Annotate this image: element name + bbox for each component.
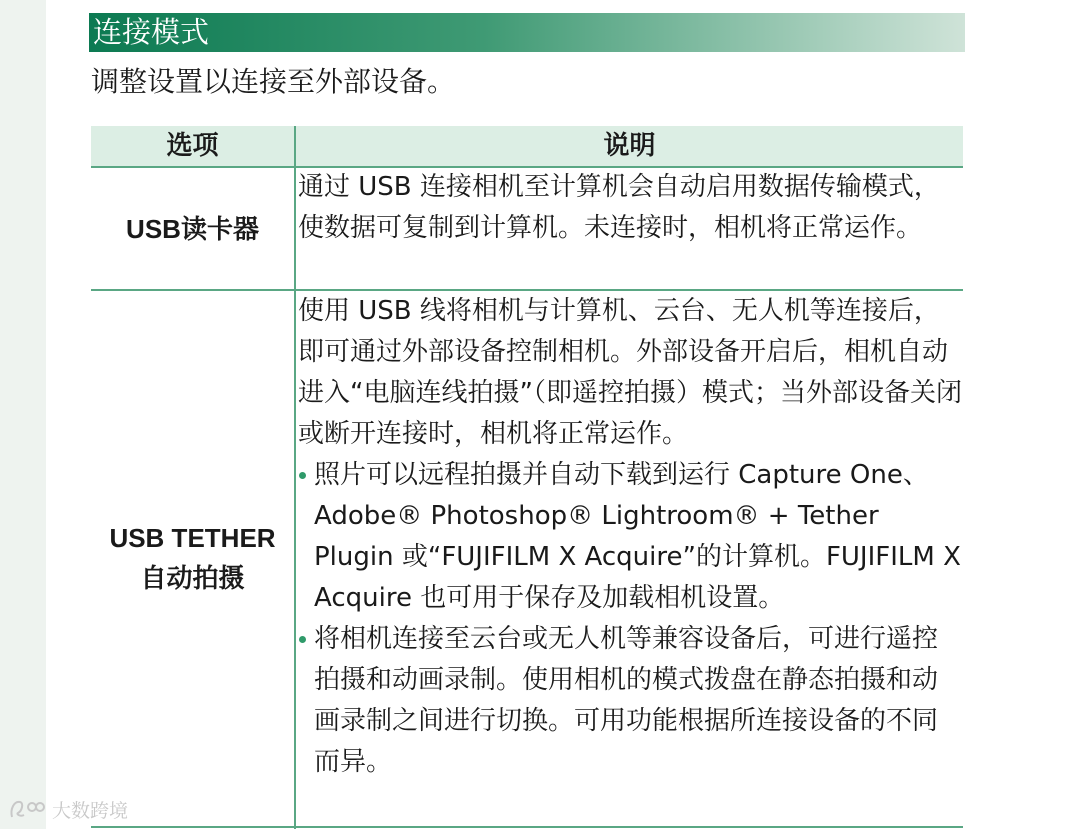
bullet-item (298, 619, 962, 783)
option-usb-tether-line2: 自动拍摄 (140, 563, 245, 593)
watermark-text: 大数跨境 (52, 799, 129, 822)
column-divider (294, 126, 296, 829)
section-title: 连接模式 (93, 15, 210, 49)
bullet-dot-icon (299, 472, 306, 479)
option-usb-tether (91, 518, 294, 598)
description-text: 通过 USB 连接相机至计算机会自动启用数据传输模式，使数据可复制到计算机。未连接时，相机将正常运作。 (298, 172, 940, 243)
intro-text: 调整设置以连接至外部设备。 (91, 65, 456, 98)
page-margin-strip (0, 0, 46, 829)
bullet-item (298, 455, 962, 619)
section-header-bar (89, 13, 965, 52)
table-header (91, 126, 963, 168)
option-usb-card-reader: USB读卡器 (126, 214, 259, 244)
description-usb-card-reader (298, 167, 962, 249)
description-usb-tether (298, 291, 962, 783)
description-text: 使用 USB 线将相机与计算机、云台、无人机等连接后，即可通过外部设备控制相机。外部设备开启后，相机自动进入“电脑连线拍摄”（即遥控拍摄）模式；当外部设备关闭或断开连接时，相机将正常运作。 (298, 296, 962, 449)
option-usb-tether-line1: USB TETHER (109, 523, 276, 553)
header-description: 说明 (603, 131, 656, 161)
table-bottom-rule (91, 826, 963, 828)
watermark (8, 794, 128, 824)
bullet-text: 将相机连接至云台或无人机等兼容设备后，可进行遥控拍摄和动画录制。使用相机的模式拨盘在静态拍摄和动画录制之间进行切换。可用功能根据所连接设备的不同而异。 (314, 624, 939, 777)
header-option: 选项 (166, 131, 219, 161)
bullet-text: 照片可以远程拍摄并自动下载到运行 Capture One、Adobe® Photoshop® Lightroom® + Tether Plugin 或“FUJIFILM X Acquire”的计算机。FUJIFILM X Acquire 也可用于保存及加载相机设置。 (314, 460, 961, 613)
bullet-dot-icon (299, 636, 306, 643)
watermark-logo-icon (8, 797, 46, 821)
